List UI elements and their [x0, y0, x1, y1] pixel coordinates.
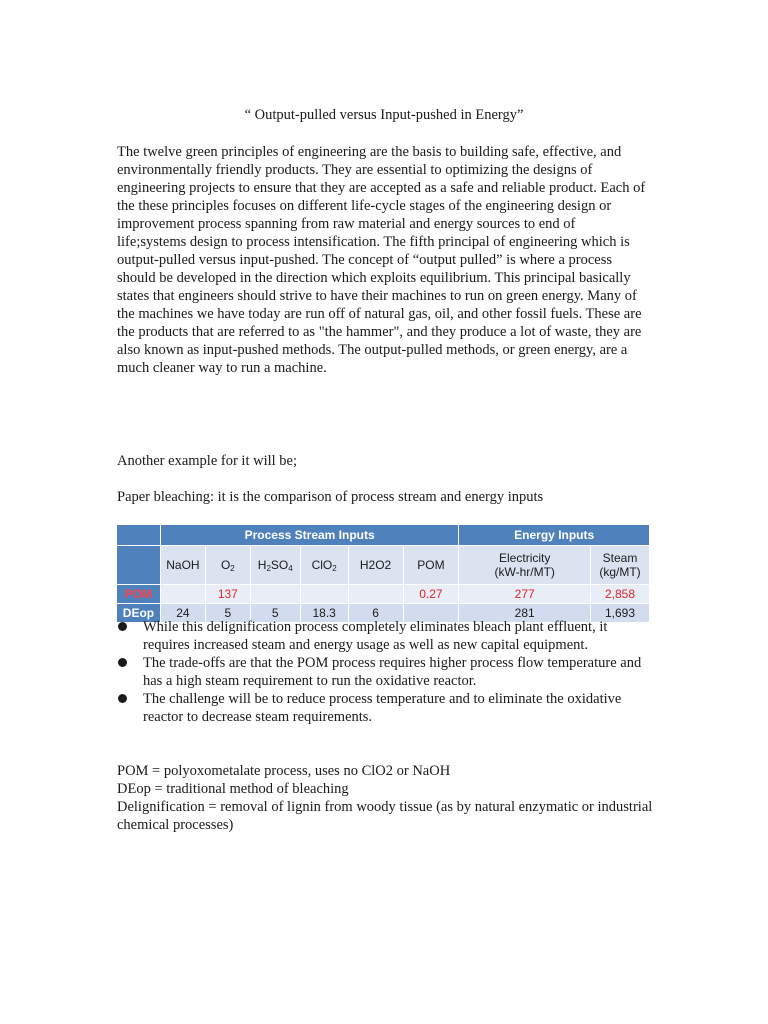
- comparison-table: [116, 524, 650, 623]
- energy-inputs-header: Energy Inputs: [459, 525, 650, 546]
- col-header-pom: POM: [403, 546, 459, 585]
- col-header-steam: Steam (kg/MT): [591, 546, 650, 585]
- cell-pom: 0.27: [403, 585, 459, 604]
- col-header-h2o2: H2O2: [348, 546, 403, 585]
- process-stream-inputs-header: Process Stream Inputs: [160, 525, 458, 546]
- cell-steam: 2,858: [591, 585, 650, 604]
- col-header-electricity: Electricity (kW-hr/MT): [459, 546, 591, 585]
- cell-naoh: [160, 585, 205, 604]
- cell-h2o2: [348, 585, 403, 604]
- table-corner-cell: [117, 546, 161, 585]
- cell-h2o2: 6: [348, 604, 403, 623]
- cell-steam: 1,693: [591, 604, 650, 623]
- cell-electricity: 281: [459, 604, 591, 623]
- bullet-icon: [118, 622, 127, 631]
- cell-clo2: 18.3: [300, 604, 348, 623]
- paper-bleaching-paragraph: Paper bleaching: it is the comparison of process stream and energy inputs: [117, 489, 544, 505]
- bullet-icon: [118, 694, 127, 703]
- list-item: While this delignification process completely eliminates bleach plant effluent, it requires increased steam and energy usage as well as new capital equipment.: [117, 618, 647, 654]
- table-corner-cell: [117, 525, 161, 546]
- col-header-clo2: ClO$_2$: [300, 546, 348, 585]
- table-group-header-row: [117, 525, 650, 546]
- list-item: The trade-offs are that the POM process requires higher process flow temperature and has a high steam requirement to run the oxidative reactor.: [117, 654, 647, 690]
- bullet-list: [117, 618, 647, 726]
- cell-clo2: [300, 585, 348, 604]
- row-label-deop: DEop: [117, 604, 161, 623]
- row-label-pom: POM: [117, 585, 161, 604]
- definitions: [117, 762, 657, 834]
- example-paragraph: Another example for it will be;: [117, 453, 297, 469]
- bullet-icon: [118, 658, 127, 667]
- list-item: The challenge will be to reduce process temperature and to eliminate the oxidative reactor to decrease steam requirements.: [117, 690, 647, 726]
- definition-deop: DEop = traditional method of bleaching: [117, 781, 349, 797]
- cell-electricity: 277: [459, 585, 591, 604]
- table-row-pom: [117, 585, 650, 604]
- document-title: “ Output-pulled versus Input-pushed in Energy”: [244, 107, 524, 123]
- definition-pom: POM = polyoxometalate process, uses no ClO2 or NaOH: [117, 763, 451, 779]
- cell-o2: 137: [205, 585, 250, 604]
- intro-paragraph: The twelve green principles of engineering are the basis to building safe, effective, and environmentally friendly products. They are essential to optimizing the designs of engineering projects to ensure that they are accepted as a safe and reliable product. Each of the these principles focuses on different life-cycle stages of the engineering design or improvement process spanning from raw material and energy sources to end of life;systems design to process intensification. The fifth principal of engineering which is output-pulled versus input-pushed. The concept of “output pulled” is where a process should be developed in the direction which exploits equilibrium. This principal basically states that engineers should strive to have their machines to run on green energy. Many of the machines we have today are run off of natural gas, oil, and other fossil fuels. These are the products that are referred to as "the hammer", and they produce a lot of waste, they are also known as input-pushed methods. The output-pulled methods, or green energy, are a much cleaner way to run a machine.: [117, 144, 646, 376]
- cell-h2so4: [250, 585, 300, 604]
- cell-h2so4: 5: [250, 604, 300, 623]
- col-header-h2so4: $H_2SO_4$: [250, 546, 300, 585]
- table-column-header-row: [117, 546, 650, 585]
- definition-delignification: Delignification = removal of lignin from woody tissue (as by natural enzymatic or industrial chemical processes): [117, 799, 653, 833]
- cell-naoh: 24: [160, 604, 205, 623]
- cell-o2: 5: [205, 604, 250, 623]
- col-header-o2: $O_2$: [205, 546, 250, 585]
- col-header-naoh: NaOH: [160, 546, 205, 585]
